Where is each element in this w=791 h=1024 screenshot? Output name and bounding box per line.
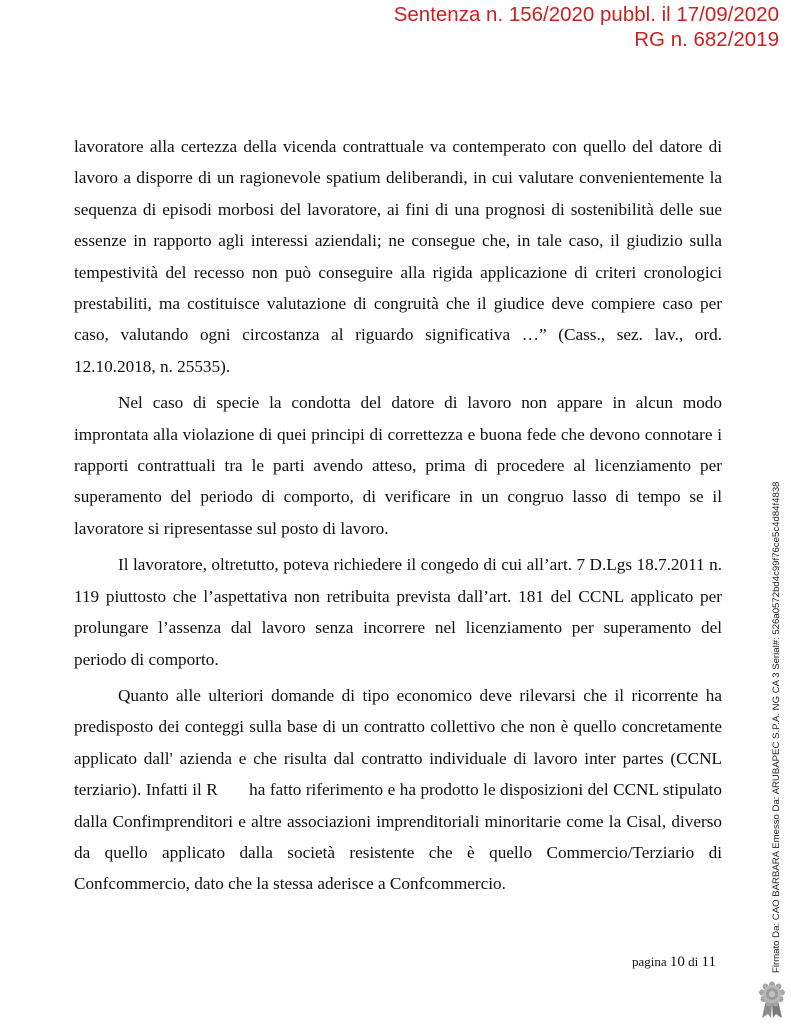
of-label: di bbox=[688, 954, 699, 969]
paragraph-worker-leave: Il lavoratore, oltretutto, poteva richiedere il congedo di cui all’art. 7 D.Lgs 18.7.2011 n. 119 piuttosto che l’aspettativa non retribuita prevista dall’art. 181 del CCNL applicato per prolungare l’assenza dal lavoro senza incorrere nel licenziamento per superamento del periodo di comporto. bbox=[74, 555, 722, 669]
paragraph-employer-conduct: Nel caso di specie la condotta del datore di lavoro non appare in alcun modo improntata alla violazione di quei principi di correttezza e buona fede che devono connotare i rapporti contrattuali tra le parti avendo atteso, prima di procedere al licenziamento per superamento del periodo di comporto, di verificare in un congruo lasso di tempo se il lavoratore si ripresentasse sul posto di lavoro. bbox=[74, 393, 722, 538]
seal-rosette-icon bbox=[758, 981, 786, 1019]
page-number bbox=[632, 954, 716, 971]
signature-text: Firmato Da: CAO BARBARA Emesso Da: ARUBAPEC S.P.A. NG CA 3 Serial#: 526a0572bd4c99f76ce5c4d84f4838 bbox=[771, 481, 782, 973]
paragraph-economic-claims: Quanto alle ulteriori domande di tipo economico deve rilevarsi che il ricorrente ha predisposto dei conteggi sulla base di un contratto collettivo che non è quello concretamente applicato dall' azienda e che risulta dal contratto individuale di lavoro inter partes (CCNL terziario). Infatti il R ha fatto riferimento e ha prodotto le disposizioni del CCNL stipulato dalla Confimprenditori e altre associazioni imprenditoriali minoritarie come la Cisal, diverso da quello applicato dalla società resistente che è quello Commercio/Terziario di Confcommercio, dato che la stessa aderisce a Confcommercio. bbox=[74, 685, 722, 894]
total-pages: 11 bbox=[701, 954, 716, 970]
digital-signature bbox=[771, 481, 785, 975]
current-page: 10 bbox=[669, 954, 685, 970]
document-header bbox=[394, 2, 779, 52]
case-number: RG n. 682/2019 bbox=[634, 28, 779, 51]
paragraph-continuation: lavoratore alla certezza della vicenda contrattuale va contemperato con quello del datore di lavoro a disporre di un ragionevole spatium deliberandi, in cui valutare convenientemente la sequenza di episodi morbosi del lavoratore, ai fini di una prognosi di sostenibilità delle sue essenze in rapporto agli interessi aziendali; ne consegue che, in tale caso, il giudizio sulla tempestività del recesso non può conseguire alla rigida applicazione di criteri cronologici prestabiliti, ma costituisce valutazione di congruità che il giudice deve compiere caso per caso, valutando ogni circostanza al riguardo significativa …” (Cass., sez. lav., ord. 12.10.2018, n. 25535). bbox=[74, 137, 722, 376]
page-label: pagina bbox=[632, 954, 667, 969]
sentence-reference: Sentenza n. 156/2020 pubbl. il 17/09/2020 bbox=[393, 3, 779, 26]
document-body bbox=[74, 131, 722, 905]
